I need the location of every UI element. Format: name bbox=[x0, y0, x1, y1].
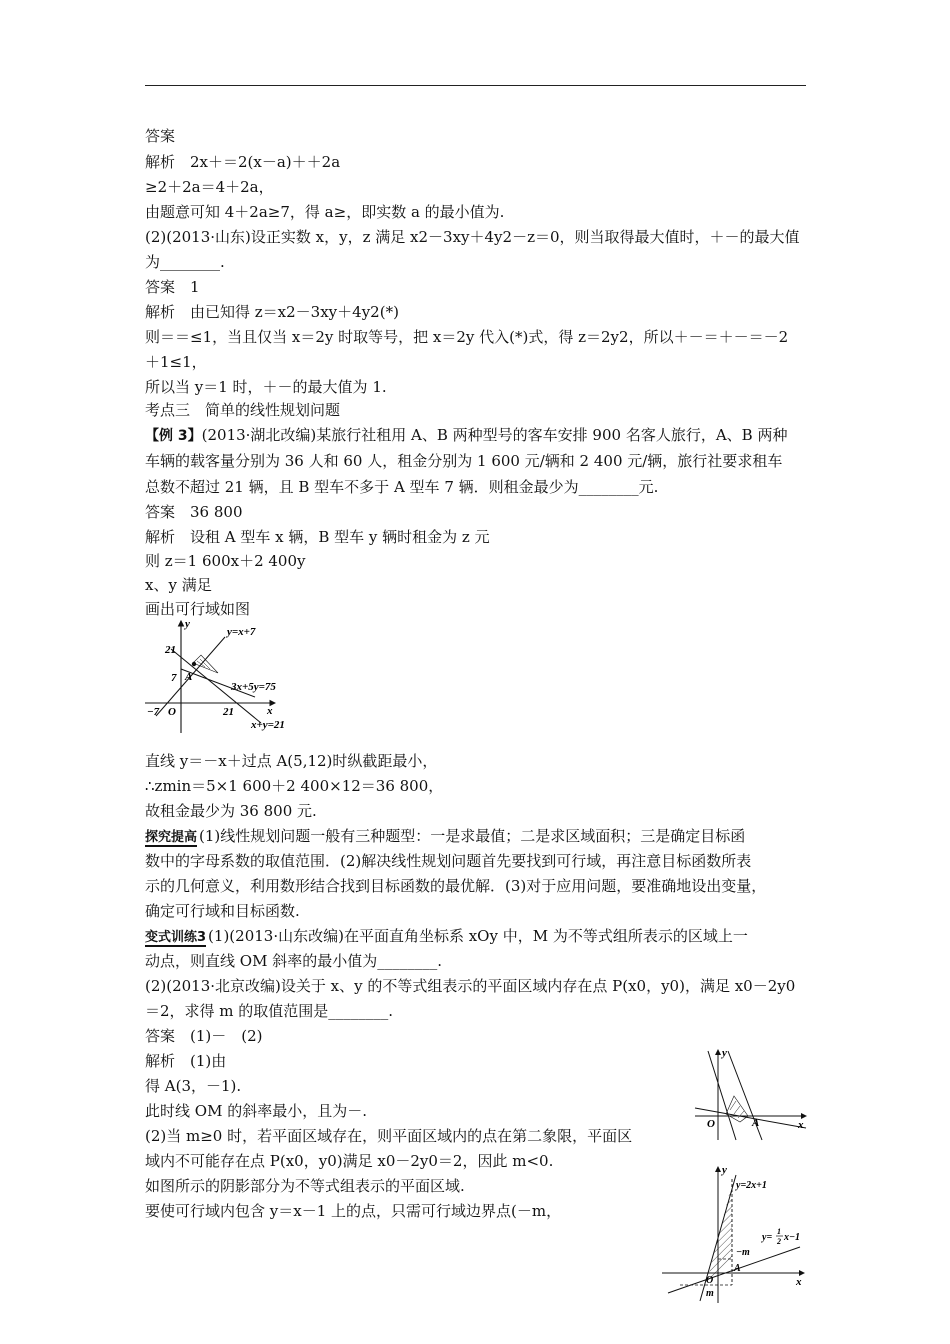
label-x-y-21: x+y=21 bbox=[251, 719, 285, 731]
example-3-line-3: 总数不超过 21 辆，且 B 型车不多于 A 型车 7 辆．则租金最少为________元. bbox=[145, 478, 659, 496]
bianshi-line-2: 动点，则直线 OM 斜率的最小值为________. bbox=[145, 952, 442, 970]
tanjiu-line-1: 探究提高 (1)线性规划问题一般有三种题型：一是求最值；二是求区域面积；三是确定目标函 bbox=[145, 827, 746, 845]
text-line: 答案 36 800 bbox=[145, 503, 243, 521]
text-line: 得 A(3，－1). bbox=[145, 1077, 242, 1095]
text-line: (2)(2013·山东)设正实数 x，y，z 满足 x2－3xy＋4y2－z＝0，则当取得最大值时，＋－的最大值 bbox=[145, 228, 800, 246]
label-frac-den: 2 bbox=[777, 1237, 781, 1246]
origin-label: O bbox=[168, 706, 176, 718]
label-minus-m: −m bbox=[736, 1247, 750, 1258]
label-x-minus-1: x−1 bbox=[784, 1232, 801, 1243]
y-axis-label: y bbox=[722, 1047, 727, 1059]
text-line: 解析 2x＋＝2(x－a)＋＋2a bbox=[145, 153, 341, 171]
bianshi-badge: 变式训练3 bbox=[145, 930, 207, 945]
text-line: (2)当 m≥0 时，若平面区域存在，则平面区域内的点在第二象限，平面区 bbox=[145, 1127, 633, 1145]
text-line: ≥2＋2a＝4＋2a， bbox=[145, 178, 274, 196]
y-axis-label: y bbox=[722, 1165, 727, 1176]
label-m: m bbox=[706, 1288, 714, 1299]
label-y-eq: y= bbox=[762, 1232, 773, 1243]
region-figure-3 bbox=[660, 1165, 810, 1305]
tick-21-x: 21 bbox=[223, 706, 234, 718]
bianshi-line-1: 变式训练3 (1)(2013·山东改编)在平面直角坐标系 xOy 中，M 为不等式组所表示的区域上一 bbox=[145, 927, 748, 945]
tick-21-y: 21 bbox=[165, 644, 176, 656]
text-line: 答案 1 bbox=[145, 278, 200, 296]
feasible-region-figure bbox=[143, 619, 303, 739]
text-line: 直线 y＝－x＋过点 A(5,12)时纵截距最小， bbox=[145, 752, 438, 770]
tanjiu-line-2: 数中的字母系数的取值范围．(2)解决线性规划问题首先要找到可行域，再注意目标函数所表 bbox=[145, 852, 752, 870]
text-line: x、y 满足 bbox=[145, 576, 212, 594]
bianshi-line-3: (2)(2013·北京改编)设关于 x、y 的不等式组表示的平面区域内存在点 P(x0，y0)，满足 x0－2y0 bbox=[145, 977, 796, 995]
text-line: 解析 (1)由 bbox=[145, 1052, 227, 1070]
tanjiu-line-3: 示的几何意义，利用数形结合找到目标函数的最优解．(3)对于应用问题，要准确地设出变量， bbox=[145, 877, 767, 895]
text-line: ∴zmin＝5×1 600＋2 400×12＝36 800， bbox=[145, 777, 444, 795]
point-a-label: A bbox=[185, 671, 193, 683]
bianshi-line-4: ＝2，求得 m 的取值范围是________. bbox=[145, 1002, 394, 1020]
example-3-label: 【例 3】 bbox=[145, 428, 202, 444]
region-figure-2 bbox=[690, 1046, 810, 1142]
header-rule bbox=[145, 85, 806, 86]
text-line: 画出可行域如图 bbox=[145, 600, 251, 618]
example-3-line-2: 车辆的载客量分别为 36 人和 60 人，租金分别为 1 600 元/辆和 2 400 元/辆，旅行社要求租车 bbox=[145, 452, 783, 470]
origin-label: O bbox=[706, 1275, 714, 1286]
text-line: 由题意可知 4＋2a≥7，得 a≥，即实数 a 的最小值为. bbox=[145, 203, 505, 221]
text-line: 故租金最少为 36 800 元. bbox=[145, 802, 317, 820]
example-3-line-1: 【例 3】(2013·湖北改编)某旅行社租用 A、B 两种型号的客车安排 900 名客人旅行，A、B 两种 bbox=[145, 426, 788, 444]
tick-minus-7: −7 bbox=[147, 706, 160, 718]
label-y-2x-1: y=2x+1 bbox=[736, 1180, 767, 1191]
point-a-label: A bbox=[752, 1117, 760, 1129]
x-axis-label: x bbox=[267, 705, 273, 717]
point-a-dot bbox=[192, 662, 196, 666]
text-line: 此时线 OM 的斜率最小，且为－. bbox=[145, 1102, 367, 1120]
text-line: 为________. bbox=[145, 253, 225, 271]
text-line: 解析 设租 A 型车 x 辆，B 型车 y 辆时租金为 z 元 bbox=[145, 528, 490, 546]
section-title: 考点三 简单的线性规划问题 bbox=[145, 401, 341, 419]
origin-label: O bbox=[707, 1118, 715, 1130]
x-axis-label: x bbox=[798, 1119, 804, 1131]
text-line: 域内不可能存在点 P(x0，y0)满足 x0－2y0＝2，因此 m<0. bbox=[145, 1152, 554, 1170]
point-a-label: A bbox=[734, 1263, 741, 1274]
label-frac-num: 1 bbox=[777, 1227, 781, 1236]
label-3x-5y-75: 3x+5y=75 bbox=[231, 681, 276, 693]
y-axis-label: y bbox=[185, 619, 190, 630]
text-line: 如图所示的阴影部分为不等式组表示的平面区域. bbox=[145, 1177, 465, 1195]
text-line: 解析 由已知得 z＝x2－3xy＋4y2(*) bbox=[145, 303, 399, 321]
tanjiu-line-4: 确定可行域和目标函数. bbox=[145, 902, 300, 920]
text-line: 则 z＝1 600x＋2 400y bbox=[145, 552, 306, 570]
text-line: ＋1≤1， bbox=[145, 353, 207, 371]
x-axis-label: x bbox=[796, 1276, 802, 1288]
text-line: 则＝＝≤1，当且仅当 x＝2y 时取等号，把 x＝2y 代入(*)式，得 z＝2y2，所以＋－＝＋－＝－2 bbox=[145, 328, 789, 346]
answer-label: 答案 bbox=[145, 127, 176, 145]
text-line: 答案 (1)－ (2) bbox=[145, 1027, 263, 1045]
text-line: 所以当 y＝1 时，＋－的最大值为 1. bbox=[145, 378, 387, 396]
tick-7: 7 bbox=[171, 672, 177, 684]
text-line: 要使可行域内包含 y＝x－1 上的点，只需可行域边界点(－m， bbox=[145, 1202, 562, 1220]
label-y-x-7: y=x+7 bbox=[227, 626, 256, 638]
tanjiu-badge: 探究提高 bbox=[145, 830, 198, 845]
